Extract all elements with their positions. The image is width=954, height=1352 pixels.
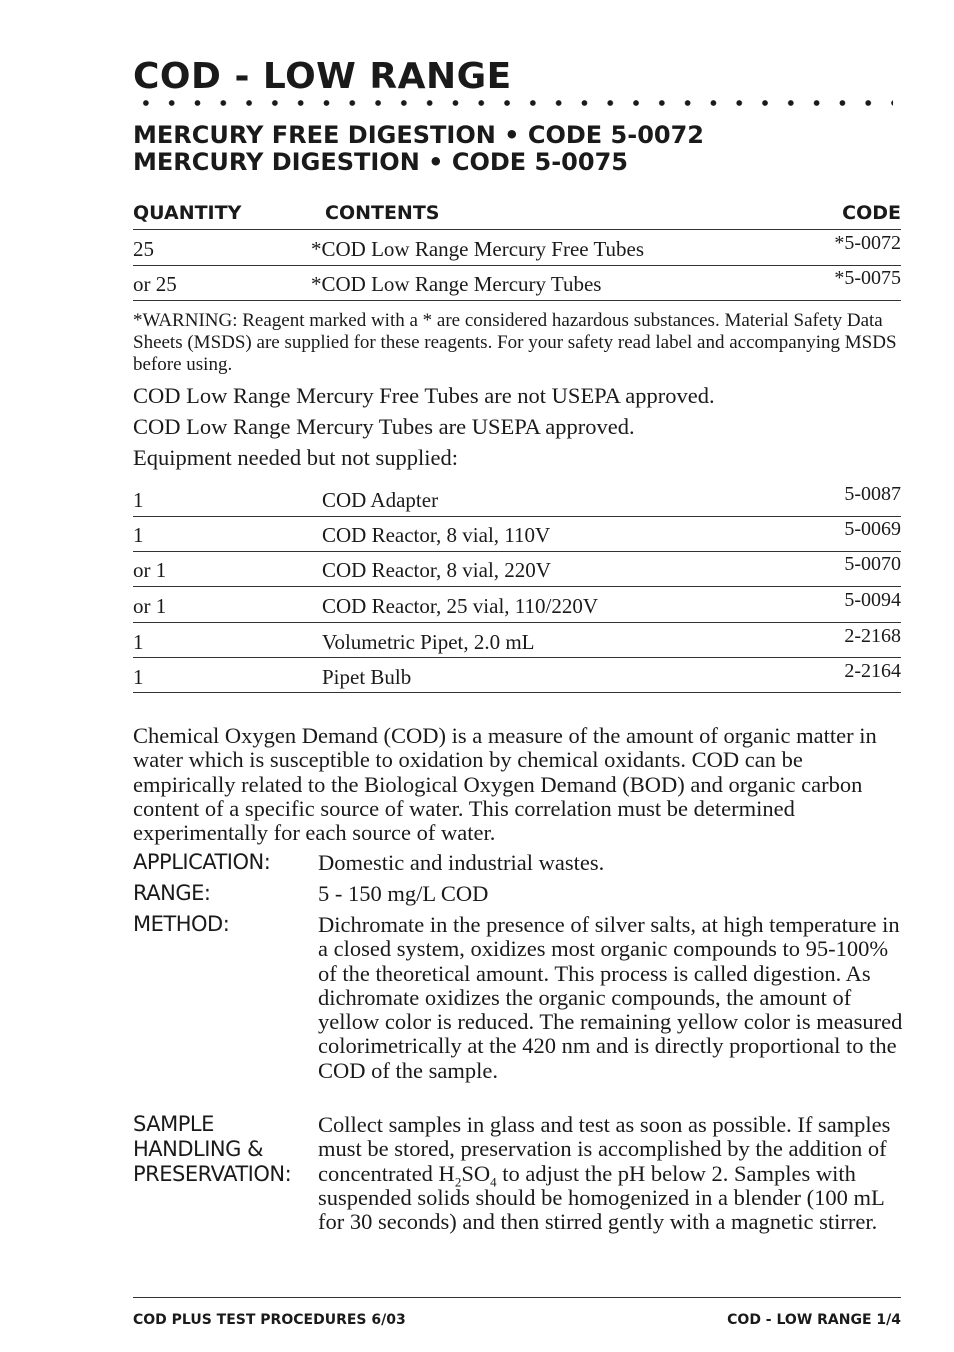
equipment-quantity: or 1: [133, 594, 167, 618]
equipment-quantity: or 1: [133, 558, 167, 582]
equipment-quantity: 1: [133, 523, 144, 547]
footer-rule: [133, 1297, 901, 1298]
subscript-two: 2: [454, 1174, 462, 1190]
application-label: APPLICATION:: [133, 850, 271, 874]
reagent-contents: *COD Low Range Mercury Tubes: [311, 272, 602, 296]
reagent-table-header: [133, 200, 901, 228]
document-page: [133, 0, 901, 1352]
equipment-code: 5-0069: [844, 518, 901, 540]
sample-text-part: to adjust the pH below 2. Samples with suspended solids should be homogenized in a blender (100 mL for 30 seconds) and then stirred gently with a magnetic stirrer.: [318, 1160, 884, 1235]
usepa-note-mercury: COD Low Range Mercury Tubes are USEPA approved.: [133, 414, 635, 439]
range-value: 5 - 150 mg/L COD: [318, 881, 489, 906]
header-contents: CONTENTS: [325, 202, 440, 224]
equipment-item: Pipet Bulb: [322, 665, 412, 689]
reagent-code: *5-0072: [834, 232, 901, 254]
sample-label-line-2: HANDLING &: [133, 1137, 263, 1161]
equipment-row: [133, 516, 901, 551]
hazard-warning: *WARNING: Reagent marked with a * are considered hazardous substances. Material Safety Data Sheets (MSDS) are supplied for these reagents. For your safety read label and accompanying MSDS before using.: [133, 310, 897, 375]
sample-handling-value: [318, 1113, 903, 1234]
equipment-quantity: 1: [133, 488, 144, 512]
equipment-quantity: 1: [133, 665, 144, 689]
equipment-item: Volumetric Pipet, 2.0 mL: [322, 630, 535, 654]
reagent-contents: *COD Low Range Mercury Free Tubes: [311, 237, 645, 261]
equipment-row: [133, 551, 901, 586]
equipment-row: [133, 658, 901, 693]
method-value: Dichromate in the presence of silver salts, at high temperature in a closed system, oxidizes most organic compounds to 95-100% of the theoretical amount. This process is called digestion. As dichromate oxidizes the organic compounds, the amount of yellow color is reduced. The remaining yellow color is measured colorimetrically at the 420 nm and is directly proportional to the COD of the sample.: [318, 912, 903, 1083]
equipment-row: [133, 623, 901, 658]
cod-description: Chemical Oxygen Demand (COD) is a measure of the amount of organic matter in water which is susceptible to oxidation by chemical oxidants. COD can be empirically related to the Biological Oxygen Demand (BOD) and organic carbon content of a specific source of water. This correlation must be determined experimentally for each source of water.: [133, 723, 877, 846]
equipment-code: 5-0094: [844, 589, 901, 611]
subscript-four: 4: [490, 1174, 497, 1190]
method-label: METHOD:: [133, 912, 230, 936]
page-title: COD - LOW RANGE: [133, 56, 512, 97]
equipment-item: COD Reactor, 8 vial, 220V: [322, 558, 551, 582]
footer-right: COD - LOW RANGE 1/4: [727, 1312, 901, 1328]
table-rule: [133, 300, 901, 301]
header-code: CODE: [842, 202, 901, 224]
application-value: Domestic and industrial wastes.: [318, 850, 605, 875]
equipment-item: COD Reactor, 25 vial, 110/220V: [322, 594, 599, 618]
equipment-row: [133, 587, 901, 622]
reagent-quantity: 25: [133, 237, 154, 261]
equipment-code: 5-0087: [844, 483, 901, 505]
sample-text-part: SO: [461, 1160, 491, 1186]
subtitle-mercury-free: MERCURY FREE DIGESTION • CODE 5-0072: [133, 121, 704, 149]
sample-label-line-1: SAMPLE: [133, 1112, 214, 1136]
equipment-intro: Equipment needed but not supplied:: [133, 445, 458, 470]
footer-left: COD PLUS TEST PROCEDURES 6/03: [133, 1312, 406, 1328]
equipment-code: 2-2164: [844, 660, 901, 682]
subtitle-mercury: MERCURY DIGESTION • CODE 5-0075: [133, 148, 628, 176]
sample-label-line-3: PRESERVATION:: [133, 1162, 292, 1186]
reagent-code: *5-0075: [834, 267, 901, 289]
reagent-row: [133, 230, 901, 265]
equipment-quantity: 1: [133, 630, 144, 654]
range-label: RANGE:: [133, 881, 211, 905]
equipment-code: 5-0070: [844, 553, 901, 575]
reagent-quantity: or 25: [133, 272, 177, 296]
sample-text-part: Collect samples in glass and test as soon as possible. If samples must be stored, preservation is accomplished by the addition of concentrated H: [318, 1112, 891, 1186]
equipment-item: COD Reactor, 8 vial, 110V: [322, 523, 551, 547]
reagent-row: [133, 265, 901, 300]
table-rule: [133, 692, 901, 693]
dotted-divider: [133, 99, 893, 107]
usepa-note-mercury-free: COD Low Range Mercury Free Tubes are not USEPA approved.: [133, 383, 715, 408]
equipment-row: [133, 481, 901, 516]
equipment-item: COD Adapter: [322, 488, 439, 512]
equipment-code: 2-2168: [844, 625, 901, 647]
header-quantity: QUANTITY: [133, 202, 242, 224]
